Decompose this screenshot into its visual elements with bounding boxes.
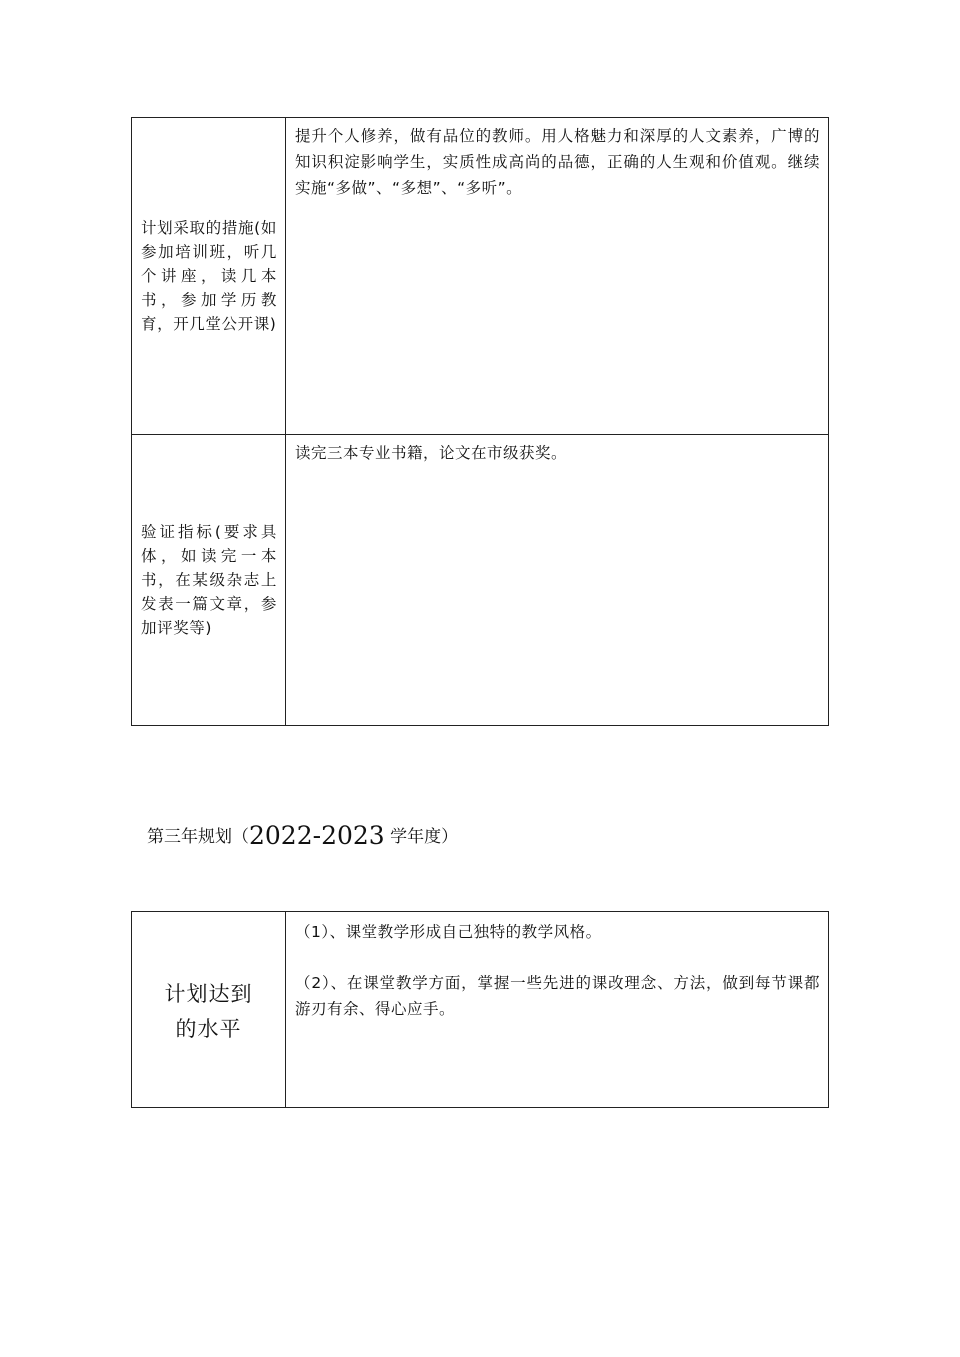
indicators-content: 读完三本专业书籍，论文在市级获奖。 (295, 444, 568, 462)
table-row-indicators (132, 435, 829, 726)
target-level-label-line-1: 计划达到 (164, 981, 253, 1006)
section-heading-year-three (147, 816, 458, 857)
heading-prefix: 第三年规划（ (147, 827, 249, 847)
target-level-item-2: （2）、在课堂教学方面，掌握一些先进的课改理念、方法，做到每节课都游刃有余、得心应手。 (295, 974, 820, 1018)
plan-table-year-three (131, 911, 829, 1108)
indicators-label: 验证指标(要求具体，如读完一本书，在某级杂志上发表一篇文章，参加评奖等) (141, 523, 277, 637)
target-level-content-cell (286, 912, 829, 1108)
heading-suffix: 学年度） (384, 827, 459, 847)
indicators-content-cell (286, 435, 829, 726)
heading-years: 2022-2023 (249, 821, 385, 850)
target-level-content (286, 912, 828, 1022)
target-level-label (132, 973, 285, 1047)
indicators-label-cell (132, 435, 286, 726)
measures-content-cell (286, 118, 829, 435)
measures-label: 计划采取的措施(如参加培训班，听几个讲座，读几本书，参加学历教育，开几堂公开课) (141, 219, 277, 333)
target-level-item-1: （1）、课堂教学形成自己独特的教学风格。 (295, 923, 602, 941)
measures-content: 提升个人修养，做有品位的教师。用人格魅力和深厚的人文素养，广博的知识积淀影响学生，实质性成高尚的品德，正确的人生观和价值观。继续实施“多做”、“多想”、“多听”。 (295, 127, 820, 197)
target-level-label-line-2: 的水平 (175, 1016, 242, 1041)
table-row-measures (132, 118, 829, 435)
plan-table-year-two (131, 117, 829, 726)
target-level-label-cell (132, 912, 286, 1108)
measures-label-cell (132, 118, 286, 435)
table-row-target-level (132, 912, 829, 1108)
